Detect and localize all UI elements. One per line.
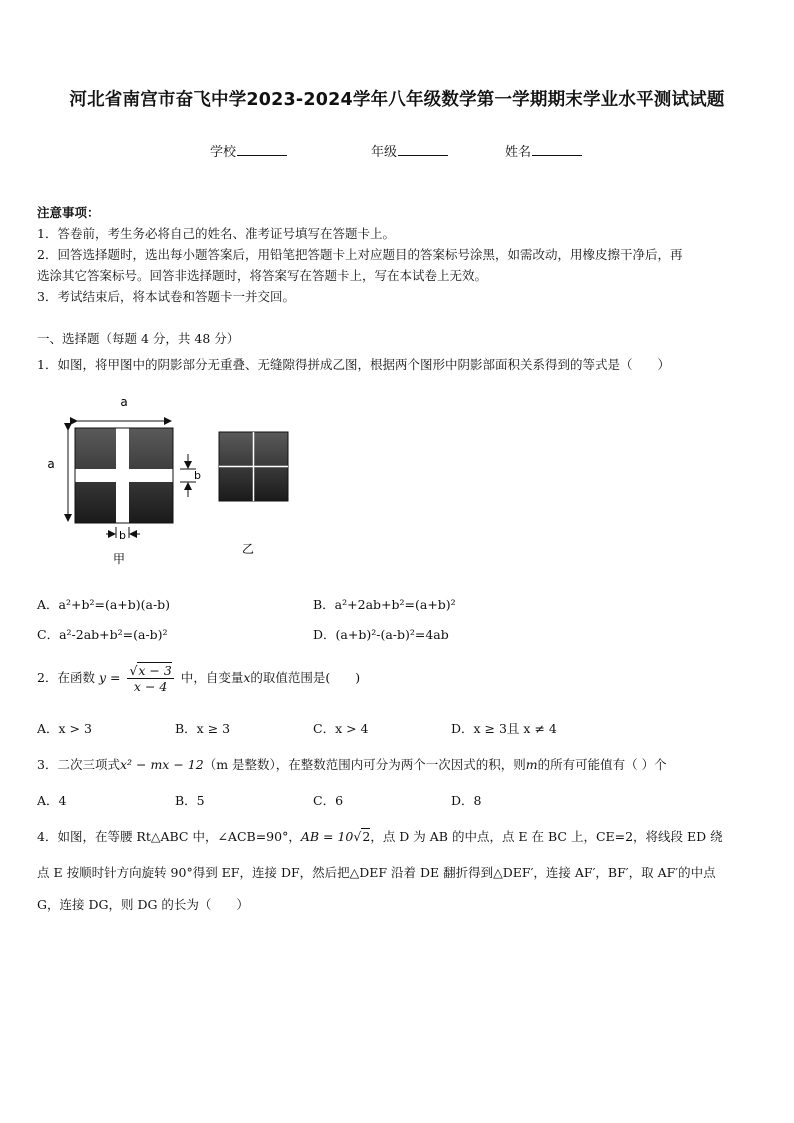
- figure-yi: [219, 432, 288, 501]
- question-2-stem: [37, 663, 360, 694]
- question-3-stem: [37, 755, 667, 773]
- jia-horizontal-strip: [75, 469, 173, 482]
- notice-item-2: 2．回答选择题时，选出每小题答案后，用铅笔把答题卡上对应题目的答案标号涂黑，如需改动，用橡皮擦干净后，再: [37, 247, 683, 262]
- q3-mid: （m 是整数），在整数范围内可分为两个一次因式的积，则: [203, 757, 526, 772]
- q2-suffix: 的取值范围是( ): [250, 670, 361, 685]
- q4-line1-b: ，点 D 为 AB 的中点，点 E 在 BC 上，CE=2，将线段 ED 绕: [370, 829, 723, 844]
- grade-field: [371, 141, 448, 160]
- section-heading: 一、选择题（每题 4 分，共 48 分）: [37, 331, 240, 346]
- notice-item-2-cont: 选涂其它答案标号。回答非选择题时，将答案写在答题卡上，写在本试卷上无效。: [37, 268, 488, 283]
- dim-top-label: a: [120, 395, 128, 409]
- school-blank[interactable]: [237, 142, 287, 156]
- question-1-figure: [30, 388, 310, 577]
- q1-option-a[interactable]: A．a²+b²=(a+b)(a-b): [37, 597, 171, 612]
- q2-option-d[interactable]: D．x ≥ 3且 x ≠ 4: [451, 721, 557, 736]
- notice-heading: 注意事项：: [37, 205, 100, 220]
- q3-option-d[interactable]: D．8: [451, 793, 482, 808]
- q4-sqrt: √2: [353, 829, 371, 844]
- jia-label: 甲: [112, 552, 126, 566]
- q2-prefix: 2．在函数: [37, 670, 95, 685]
- notice-item-1: 1．答卷前，考生务必将自己的姓名、准考证号填写在答题卡上。: [37, 226, 395, 241]
- q1-option-d[interactable]: D．(a+b)²-(a-b)²=4ab: [313, 627, 449, 642]
- q2-option-a[interactable]: A．x > 3: [37, 721, 92, 736]
- q2-option-c[interactable]: C．x > 4: [313, 721, 369, 736]
- page-title: 河北省南宫市奋飞中学2023-2024学年八年级数学第一学期期末学业水平测试试题: [69, 90, 725, 110]
- q2-denominator: x − 4: [133, 679, 168, 694]
- notice-item-3: 3．考试结束后，将本试卷和答题卡一并交回。: [37, 289, 295, 304]
- q2-var: x: [243, 670, 251, 685]
- question-4-line-1: [37, 827, 723, 845]
- yi-label: 乙: [241, 542, 255, 556]
- q3-option-c[interactable]: C．6: [313, 793, 344, 808]
- q2-y-eq: y =: [98, 670, 121, 685]
- school-label: 学校: [210, 145, 237, 160]
- name-blank[interactable]: [532, 142, 582, 156]
- q3-option-b[interactable]: B．5: [175, 793, 205, 808]
- question-4-line-2: 点 E 按顺时针方向旋转 90°得到 EF，连接 DF，然后把△DEF 沿着 DE 翻折得到△DEF′，连接 AF′，BF′，取 AF′的中点: [37, 865, 716, 880]
- q1-option-c[interactable]: C．a²-2ab+b²=(a-b)²: [37, 627, 168, 642]
- grade-blank[interactable]: [398, 142, 448, 156]
- name-label: 姓名: [505, 145, 532, 160]
- q3-suffix: 的所有可能值有（ ）个: [537, 757, 667, 772]
- dim-left-label: a: [47, 457, 55, 471]
- q3-option-a[interactable]: A．4: [37, 793, 67, 808]
- school-field: [210, 141, 287, 160]
- q1-option-b[interactable]: B．a²+2ab+b²=(a+b)²: [313, 597, 456, 612]
- figure-jia: [75, 428, 173, 523]
- dim-bottom-label: b: [119, 529, 126, 542]
- q3-prefix: 3．二次三项式: [37, 757, 120, 772]
- q2-mid: 中，自变量: [180, 670, 244, 685]
- name-field: [505, 141, 582, 160]
- dim-right-label: b: [194, 469, 201, 482]
- q3-m: m: [525, 757, 538, 772]
- q3-expr: x² − mx − 12: [119, 757, 204, 772]
- question-4-line-3: G，连接 DG，则 DG 的长为（ ）: [37, 897, 249, 912]
- q2-fraction: [127, 663, 173, 694]
- q4-ab: AB = 10: [300, 829, 354, 844]
- q4-line1-a: 4．如图，在等腰 Rt△ABC 中，∠ACB=90°，: [37, 829, 301, 844]
- q2-numerator: √x − 3: [129, 663, 172, 678]
- question-1-stem: 1．如图，将甲图中的阴影部分无重叠、无缝隙得拼成乙图，根据两个图形中阴影部面积关系得到的等式是（ ）: [37, 357, 670, 372]
- grade-label: 年级: [371, 145, 398, 160]
- q2-option-b[interactable]: B．x ≥ 3: [175, 721, 231, 736]
- figure-svg: [30, 388, 310, 573]
